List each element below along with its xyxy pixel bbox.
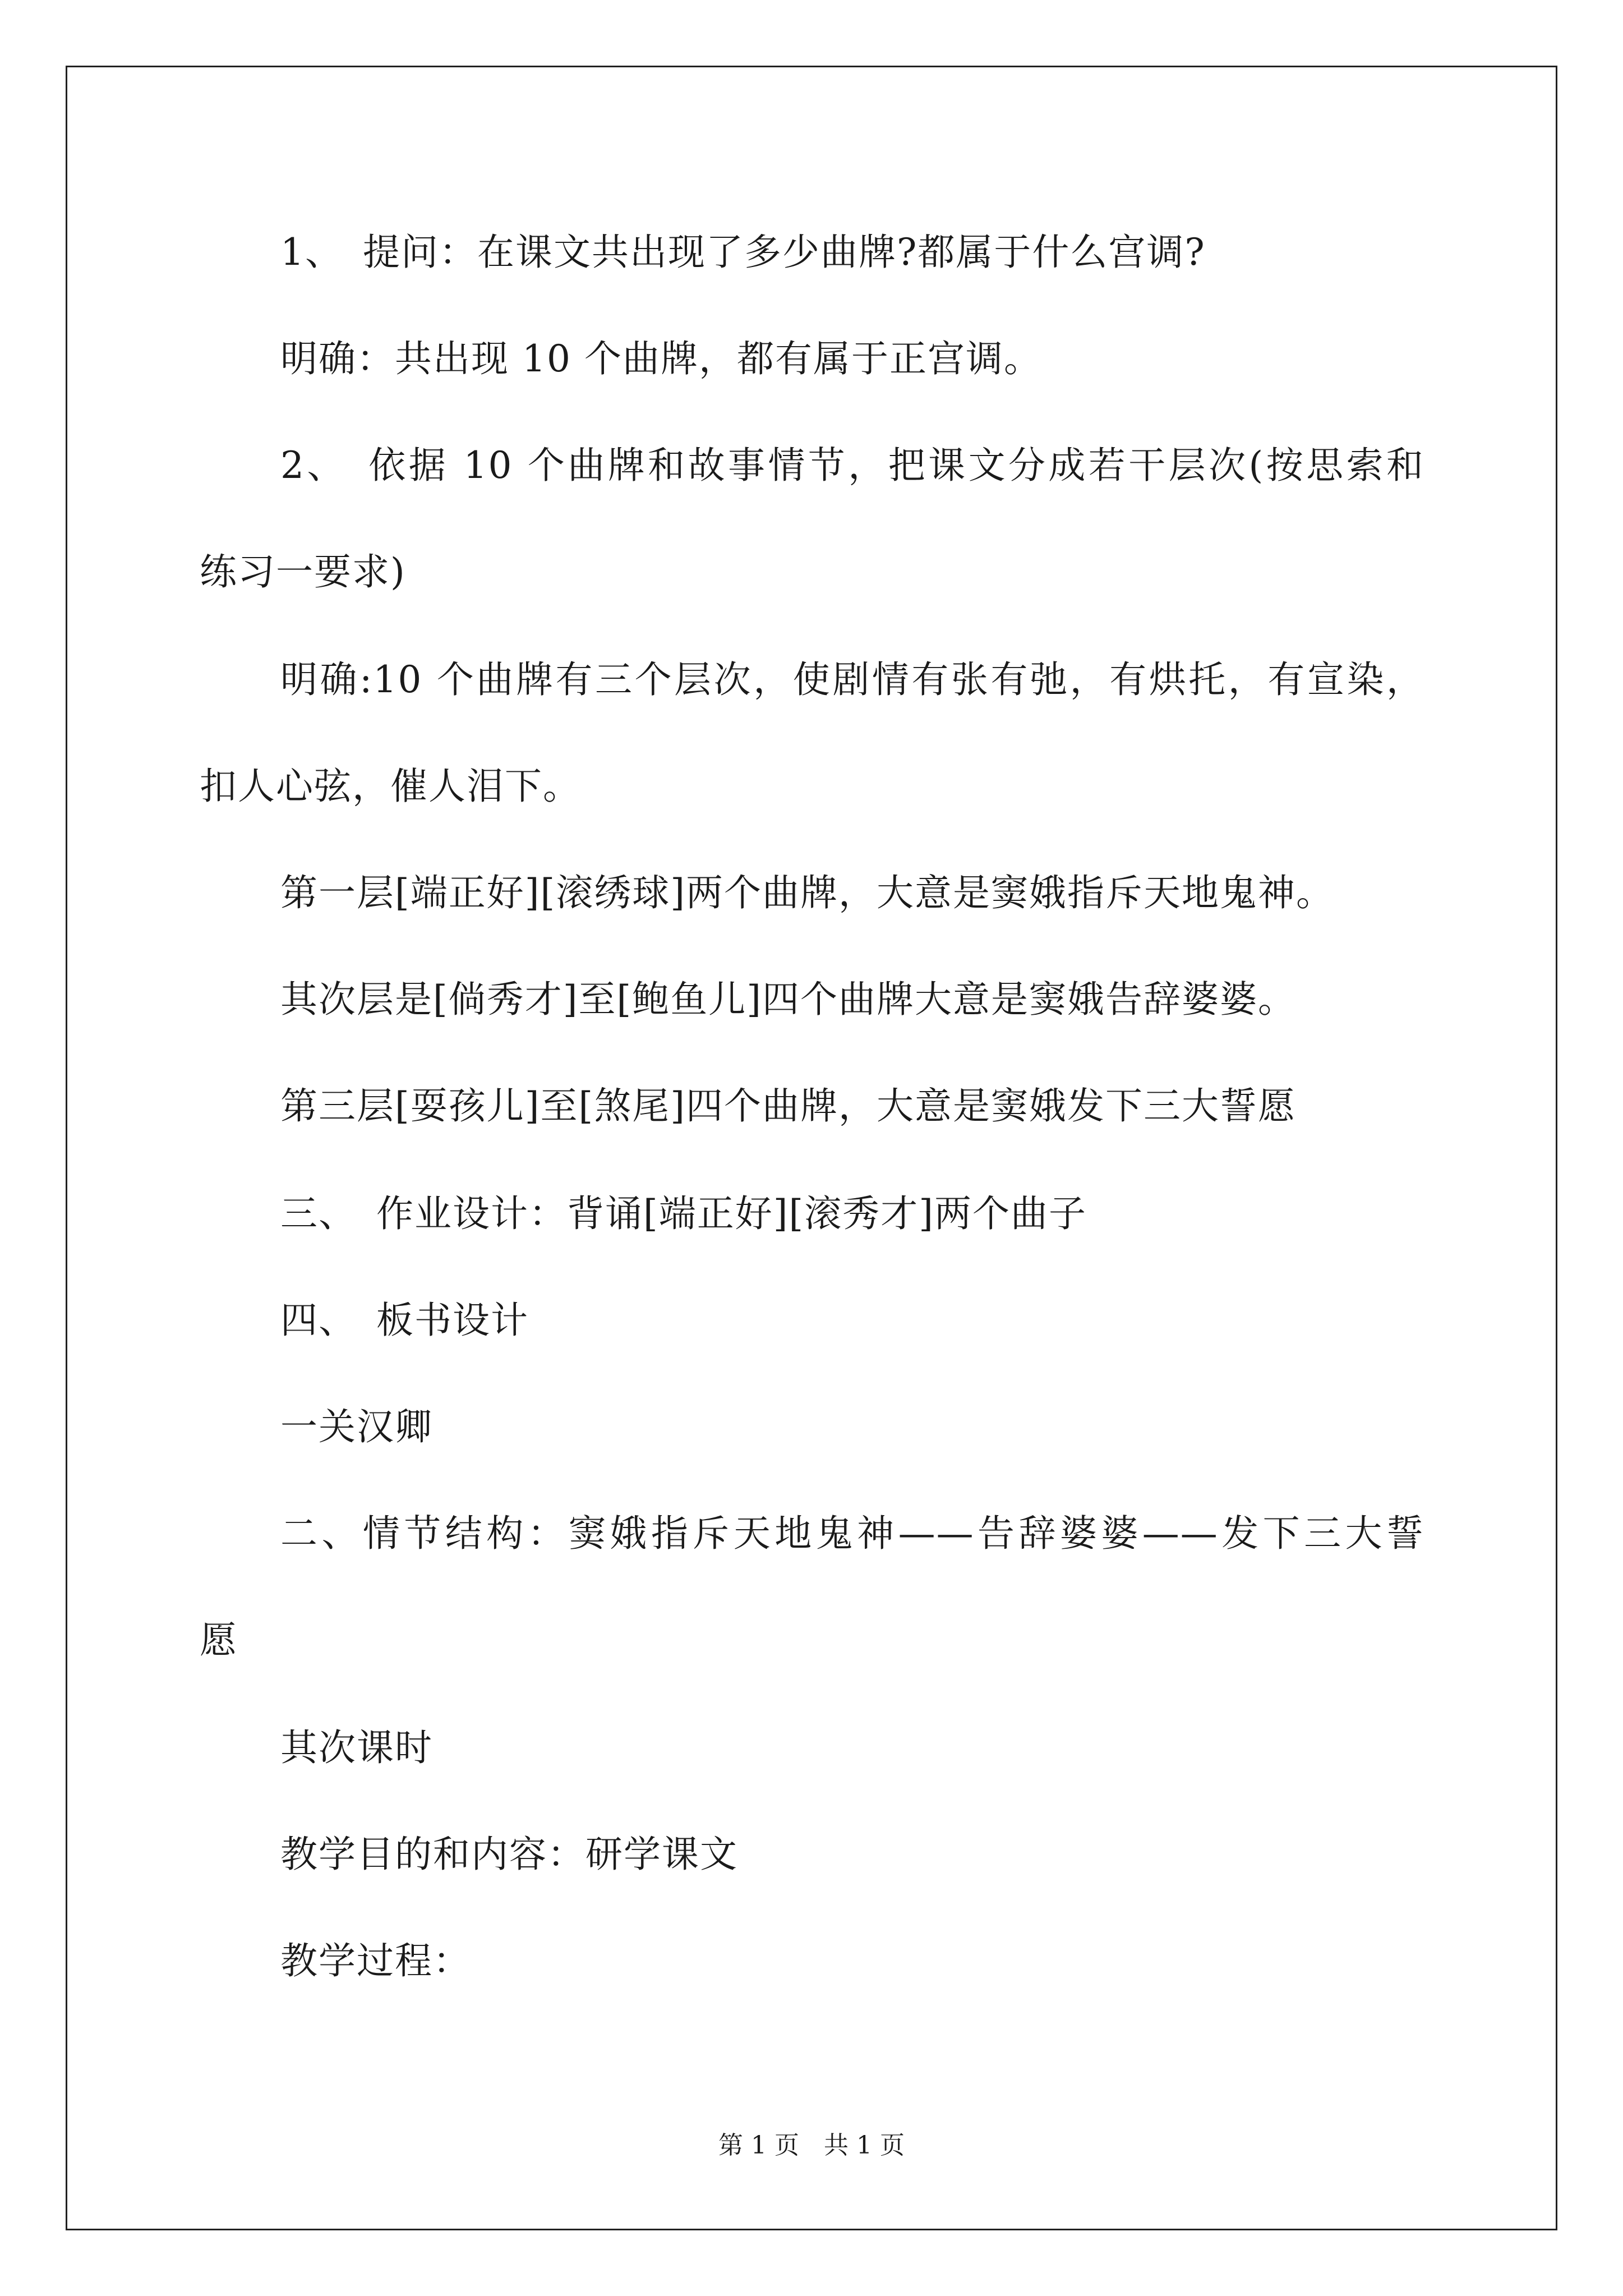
paragraph-line: 明确:10 个曲牌有三个层次，使剧情有张有弛，有烘托，有宣染， xyxy=(280,658,1424,701)
paragraph-line: 其次课时 xyxy=(280,1726,433,1769)
paragraph-line: 二、情节结构：窦娥指斥天地鬼神——告辞婆婆——发下三大誓 xyxy=(280,1512,1424,1555)
paragraph-line: 练习一要求) xyxy=(200,550,406,593)
paragraph-line: 愿 xyxy=(200,1618,238,1662)
page-footer: 第 1 页 共 1 页 xyxy=(718,2131,905,2160)
paragraph-line: 2、 依据 10 个曲牌和故事情节，把课文分成若干层次(按思索和 xyxy=(280,444,1424,487)
paragraph-line: 1、 提问：在课文共出现了多少曲牌?都属于什么宫调? xyxy=(280,231,1206,274)
paragraph-line: 三、 作业设计：背诵[端正好][滚秀才]两个曲子 xyxy=(280,1192,1087,1235)
paragraph-line: 四、 板书设计 xyxy=(280,1299,529,1342)
paragraph-line: 一关汉卿 xyxy=(280,1405,433,1448)
paragraph-line: 其次层是[倘秀才]至[鲍鱼儿]四个曲牌大意是窦娥告辞婆婆。 xyxy=(280,978,1296,1021)
paragraph-line: 扣人心弦，催人泪下。 xyxy=(200,765,581,808)
paragraph-line: 明确：共出现 10 个曲牌，都有属于正宫调。 xyxy=(280,337,1042,380)
paragraph-line: 第一层[端正好][滚绣球]两个曲牌，大意是窦娥指斥天地鬼神。 xyxy=(280,871,1334,914)
page-border xyxy=(66,66,1557,2230)
paragraph-line: 教学目的和内容：研学课文 xyxy=(280,1833,738,1876)
paragraph-line: 第三层[耍孩儿]至[煞尾]四个曲牌，大意是窦娥发下三大誓愿 xyxy=(280,1084,1296,1128)
paragraph-line: 教学过程： xyxy=(280,1939,471,1982)
